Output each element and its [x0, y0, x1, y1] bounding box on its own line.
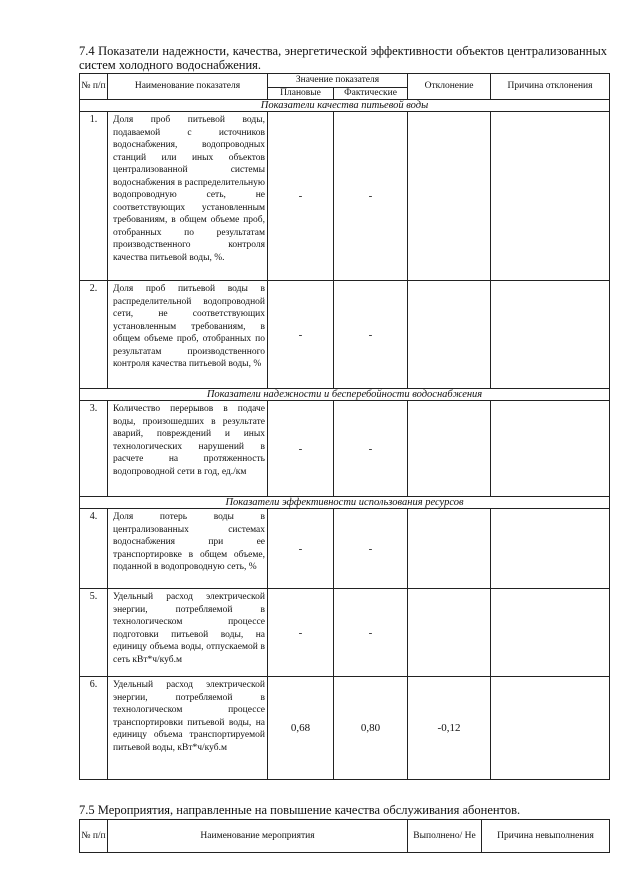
- row-deviation: [408, 589, 491, 677]
- row-deviation: [408, 112, 491, 281]
- row-reason: [491, 281, 610, 389]
- header-num: № п/п: [80, 74, 108, 100]
- row-name: Доля проб питьевой воды в распределительной водопроводной сети, не соответствующих установленным требованиям, в общем объеме проб, отобранных по результатам производственного контроля качества питьевой воды, %: [108, 281, 268, 389]
- row-reason: [491, 401, 610, 497]
- table-row: [80, 509, 610, 589]
- row-deviation: [408, 401, 491, 497]
- table-row: [80, 281, 610, 389]
- row-actual: -: [334, 112, 408, 281]
- row-num: 1.: [80, 112, 108, 281]
- row-reason: [491, 677, 610, 780]
- row-num: 2.: [80, 281, 108, 389]
- header-value-group: Значение показателя: [268, 74, 408, 88]
- section-7-5-title: 7.5 Мероприятия, направленные на повышение качества обслуживания абонентов.: [79, 803, 521, 817]
- row-name: Удельный расход электрической энергии, потребляемой в технологическом процессе подготовки питьевой воды, на единицу объема воды, отпускаемой в сеть кВт*ч/куб.м: [108, 589, 268, 677]
- row-planned: -: [268, 509, 334, 589]
- header-reason: Причина отклонения: [491, 74, 610, 100]
- row-name: Доля потерь воды в централизованных системах водоснабжения при ее транспортировке в общем объеме, поданной в водопроводную сеть, %: [108, 509, 268, 589]
- row-planned: -: [268, 401, 334, 497]
- row-planned: -: [268, 112, 334, 281]
- table-row: [80, 589, 610, 677]
- section-7-4-title: 7.4 Показатели надежности, качества, энергетической эффективности объектов централизованных систем холодного водоснабжения.: [79, 44, 607, 72]
- row-actual: -: [334, 401, 408, 497]
- row-num: 4.: [80, 509, 108, 589]
- row-name: Количество перерывов в подаче воды, произошедших в результате аварий, повреждений и иных технологических нарушений в расчете на протяженность водопроводной сети в год, ед./км: [108, 401, 268, 497]
- header-done: Выполнено/ Не: [408, 820, 482, 853]
- header-actual: Фактические: [334, 88, 408, 100]
- header-num: № п/п: [80, 820, 108, 853]
- row-reason: [491, 112, 610, 281]
- indicators-table: [79, 73, 610, 780]
- row-name: Удельный расход электрической энергии, потребляемой в технологическом процессе транспортировки питьевой воды, на единицу объема транспортируемой питьевой воды, кВт*ч/куб.м: [108, 677, 268, 780]
- table-row: [80, 401, 610, 497]
- header-planned: Плановые: [268, 88, 334, 100]
- row-actual: 0,80: [334, 677, 408, 780]
- header-reason: Причина невыполнения: [482, 820, 610, 853]
- row-deviation: [408, 509, 491, 589]
- row-actual: -: [334, 589, 408, 677]
- row-name: Доля проб питьевой воды, подаваемой с источников водоснабжения, водопроводных станций или иных объектов централизованной системы водоснабжения в распределительную водопроводную сеть, не соответствующих установленным требованиям, в общем объеме проб, отобранных по результатам производственного контроля качества питьевой воды, %.: [108, 112, 268, 281]
- row-num: 6.: [80, 677, 108, 780]
- header-measure-name: Наименование мероприятия: [108, 820, 408, 853]
- row-planned: -: [268, 281, 334, 389]
- row-reason: [491, 509, 610, 589]
- section-title: Показатели эффективности использования ресурсов: [80, 497, 610, 509]
- row-num: 3.: [80, 401, 108, 497]
- table-row: [80, 677, 610, 780]
- section-title: Показатели надежности и бесперебойности водоснабжения: [80, 389, 610, 401]
- row-planned: 0,68: [268, 677, 334, 780]
- measures-table: [79, 819, 610, 853]
- header-deviation: Отклонение: [408, 74, 491, 100]
- row-deviation: [408, 281, 491, 389]
- row-actual: -: [334, 281, 408, 389]
- header-name: Наименование показателя: [108, 74, 268, 100]
- row-reason: [491, 589, 610, 677]
- row-deviation: -0,12: [408, 677, 491, 780]
- row-num: 5.: [80, 589, 108, 677]
- row-planned: -: [268, 589, 334, 677]
- section-title: Показатели качества питьевой воды: [80, 100, 610, 112]
- row-actual: -: [334, 509, 408, 589]
- table-row: [80, 112, 610, 281]
